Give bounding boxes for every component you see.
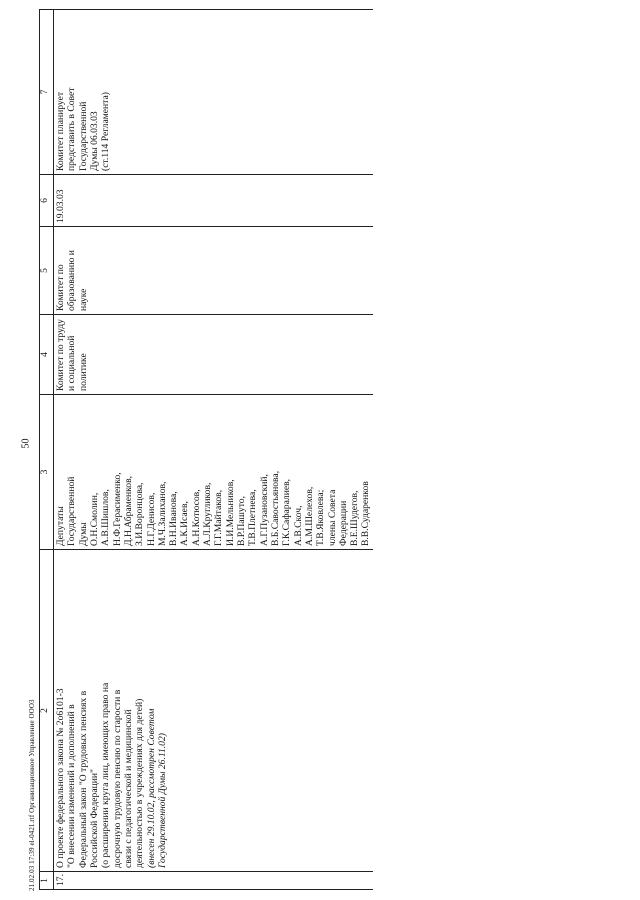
description-line: (о расширении круга лиц, имеющих право на bbox=[100, 682, 112, 868]
author-line: Г.К.Сафаралиев, bbox=[281, 478, 293, 546]
author-line: Т.В.Яковлева; bbox=[315, 489, 327, 546]
note-line: Комитет планирует bbox=[55, 91, 66, 171]
header-col-4: 4 bbox=[40, 315, 54, 395]
row-number: 17. bbox=[54, 872, 373, 890]
note-line: Государственной bbox=[77, 101, 89, 171]
document-page bbox=[39, 10, 509, 890]
author-line: А.В.Скоч, bbox=[292, 505, 304, 546]
responsible-committee bbox=[54, 315, 373, 395]
author-line: А.В.Шишлов, bbox=[100, 489, 112, 546]
author-line: члены Совета bbox=[326, 489, 338, 546]
description-line: досрочную трудовую пенсию по старости в bbox=[111, 689, 123, 868]
page-number: 50 bbox=[20, 438, 32, 449]
author-line: В.Н.Иванова, bbox=[168, 491, 180, 546]
author-line: М.Ч.Залиханов, bbox=[156, 481, 168, 546]
bill-description bbox=[54, 550, 373, 872]
committee-line: и социальной bbox=[66, 335, 78, 391]
header-col-2: 2 bbox=[40, 550, 54, 872]
author-line: Н.Г.Денисов, bbox=[145, 492, 157, 546]
co-committee-line: науке bbox=[77, 288, 89, 311]
note-line: (ст.114 Регламента) bbox=[100, 92, 112, 171]
author-line: Д.Н.Абраменков, bbox=[122, 475, 134, 546]
submission-note-line: Государственной Думы 26.11.02) bbox=[156, 733, 168, 868]
co-committee bbox=[54, 227, 373, 315]
bill-authors bbox=[54, 395, 373, 550]
co-committee-line: Комитет по bbox=[55, 264, 66, 311]
author-line: А.Н.Котюсов, bbox=[190, 489, 202, 546]
bill-table bbox=[39, 9, 373, 890]
author-line: А.М.Шелехов, bbox=[303, 486, 315, 546]
header-col-6: 6 bbox=[40, 175, 54, 227]
header-row bbox=[40, 10, 54, 890]
author-line: В.Б.Савостьянова, bbox=[269, 470, 281, 546]
description-line: О проекте федерального закона № 2о6101-3 bbox=[55, 688, 66, 868]
author-line: З.И.Воронцова, bbox=[134, 482, 146, 546]
committee-line: политике bbox=[77, 353, 89, 391]
header-col-1: 1 bbox=[40, 872, 54, 890]
author-line: Думы bbox=[77, 522, 89, 546]
author-line: О.Н.Смолин, bbox=[88, 492, 100, 546]
author-line: И.И.Мельников, bbox=[224, 479, 236, 546]
author-line: В.Р.Пашуто, bbox=[236, 496, 247, 546]
author-line: Г.Г.Майтаков, bbox=[213, 489, 225, 546]
author-line: Федерации bbox=[337, 500, 349, 546]
author-line: Государственной bbox=[66, 476, 78, 546]
author-line: Н.Ф.Герасименко, bbox=[111, 472, 123, 546]
author-line: В.В.Сударенков bbox=[360, 481, 372, 546]
submission-note-line: (внесен 29.10.02, рассмотрен Советом bbox=[145, 708, 157, 868]
committee-note bbox=[54, 10, 373, 175]
header-col-5: 5 bbox=[40, 227, 54, 315]
note-line: представить в Совет bbox=[66, 87, 78, 171]
description-line: деятельностью в учреждениях для детей) bbox=[134, 698, 146, 868]
header-col-7: 7 bbox=[40, 10, 54, 175]
committee-line: Комитет по труду bbox=[55, 319, 66, 391]
co-committee-line: образованию и bbox=[66, 250, 78, 311]
author-line: Депутаты bbox=[55, 506, 66, 546]
author-line: А.Г.Пузановский, bbox=[258, 474, 270, 546]
table-row bbox=[54, 10, 373, 890]
description-line: "О внесении изменений и дополнений в bbox=[66, 704, 78, 868]
description-line: связи с педагогической и медицинской bbox=[122, 709, 134, 868]
consideration-date: 19.03.03 bbox=[54, 175, 373, 227]
author-line: В.Е.Шудегов, bbox=[349, 490, 361, 546]
description-line: Российской Федерации" bbox=[88, 769, 100, 868]
note-line: Думы 06.03.03 bbox=[88, 111, 100, 171]
footer-stamp: 21.02.03 17:39 el-0421.rtf Организационное Управление ООО3 bbox=[28, 699, 36, 891]
header-col-3: 3 bbox=[40, 395, 54, 550]
author-line: А.К.Исаев, bbox=[179, 501, 191, 546]
author-line: А.Л.Кругликов, bbox=[202, 482, 214, 546]
author-line: Т.В.Плетнева, bbox=[247, 489, 259, 546]
description-line: Федеральный закон "О трудовых пенсиях в bbox=[77, 690, 89, 868]
